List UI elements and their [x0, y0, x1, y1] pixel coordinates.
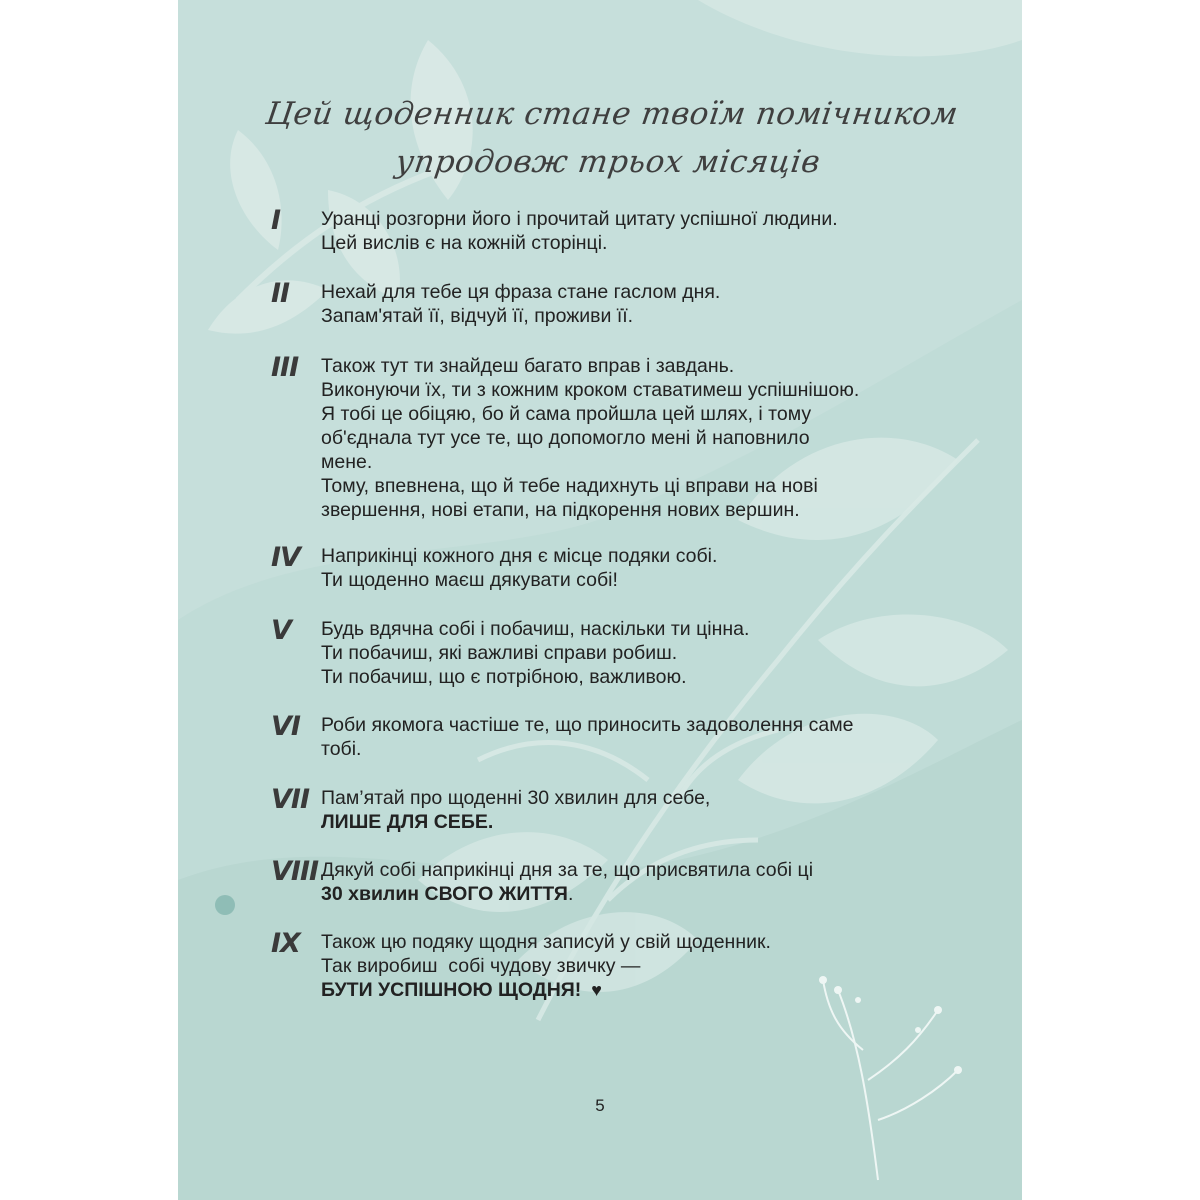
item-line-mixed	[321, 978, 961, 1002]
item-line-tail: .	[567, 883, 574, 905]
item-bold-phrase: 30 хвилин СВОГО ЖИТТЯ	[321, 883, 568, 905]
item-line: Я тобі це обіцяю, бо й сама пройшла цей шлях, і тому	[321, 403, 812, 425]
item-text	[321, 280, 961, 328]
item-numeral: IX	[271, 928, 300, 959]
item-line: Будь вдячна собі і побачиш, наскільки ти цінна.	[321, 618, 750, 640]
item-text	[321, 713, 961, 761]
item-line: мене.	[321, 451, 373, 473]
item-line: Дякуй собі наприкінці дня за те, що присвятила собі ці	[321, 859, 814, 881]
item-line: Цей вислів є на кожній сторінці.	[321, 232, 608, 254]
item-numeral: VII	[271, 784, 309, 815]
item-line: Роби якомога частіше те, що приносить задоволення саме	[321, 714, 854, 736]
item-line: Також тут ти знайдеш багато вправ і завдань.	[321, 355, 735, 377]
item-text	[321, 544, 961, 592]
heart-icon: ♥	[591, 980, 602, 1000]
item-text	[321, 930, 961, 1002]
item-line: Нехай для тебе ця фраза стане гаслом дня.	[321, 281, 721, 303]
title-line-2: упродовж трьох місяців	[393, 144, 823, 180]
item-text	[321, 354, 961, 522]
item-line: Запам'ятай її, відчуй її, проживи її.	[321, 305, 634, 327]
item-numeral: V	[271, 615, 291, 646]
item-line: об'єднала тут усе те, що допомогло мені й наповнило	[321, 427, 810, 449]
item-line: Наприкінці кожного дня є місце подяки собі.	[321, 545, 718, 567]
title-line-1: Цей щоденник стане твоїм помічником	[263, 96, 961, 132]
item-numeral: III	[271, 352, 299, 383]
item-line: тобі.	[321, 738, 362, 760]
item-line: Так виробиш собі чудову звичку —	[321, 955, 641, 977]
item-numeral: VIII	[271, 856, 319, 887]
item-line: Уранці розгорни його і прочитай цитату успішної людини.	[321, 208, 838, 230]
item-line: Ти побачиш, що є потрібною, важливою.	[321, 666, 687, 688]
item-line: Ти побачиш, які важливі справи робиш.	[321, 642, 678, 664]
item-line: звершення, нові етапи, на підкорення нових вершин.	[321, 499, 800, 521]
item-numeral: I	[271, 205, 281, 236]
item-line: Ти щоденно маєш дякувати собі!	[321, 569, 618, 591]
diary-page	[178, 0, 1022, 1200]
item-line: Виконуючи їх, ти з кожним кроком ставатимеш успішнішою.	[321, 379, 860, 401]
item-line: Тому, впевнена, що й тебе надихнуть ці вправи на нові	[321, 475, 818, 497]
item-list	[178, 0, 1022, 1200]
item-numeral: IV	[271, 542, 300, 573]
item-text	[321, 207, 961, 255]
item-text	[321, 786, 961, 834]
item-line: Також цю подяку щодня записуй у свій щоденник.	[321, 931, 771, 953]
item-line-mixed	[321, 882, 961, 906]
item-numeral: II	[271, 278, 290, 309]
item-line: Пам’ятай про щоденні 30 хвилин для себе,	[321, 787, 711, 809]
page-number: 5	[595, 1096, 605, 1115]
item-bold-phrase: БУТИ УСПІШНОЮ ЩОДНЯ!	[321, 979, 582, 1001]
item-numeral: VI	[271, 711, 300, 742]
item-text	[321, 617, 961, 689]
item-line-bold: ЛИШЕ ДЛЯ СЕБЕ.	[321, 811, 494, 833]
item-text	[321, 858, 961, 906]
